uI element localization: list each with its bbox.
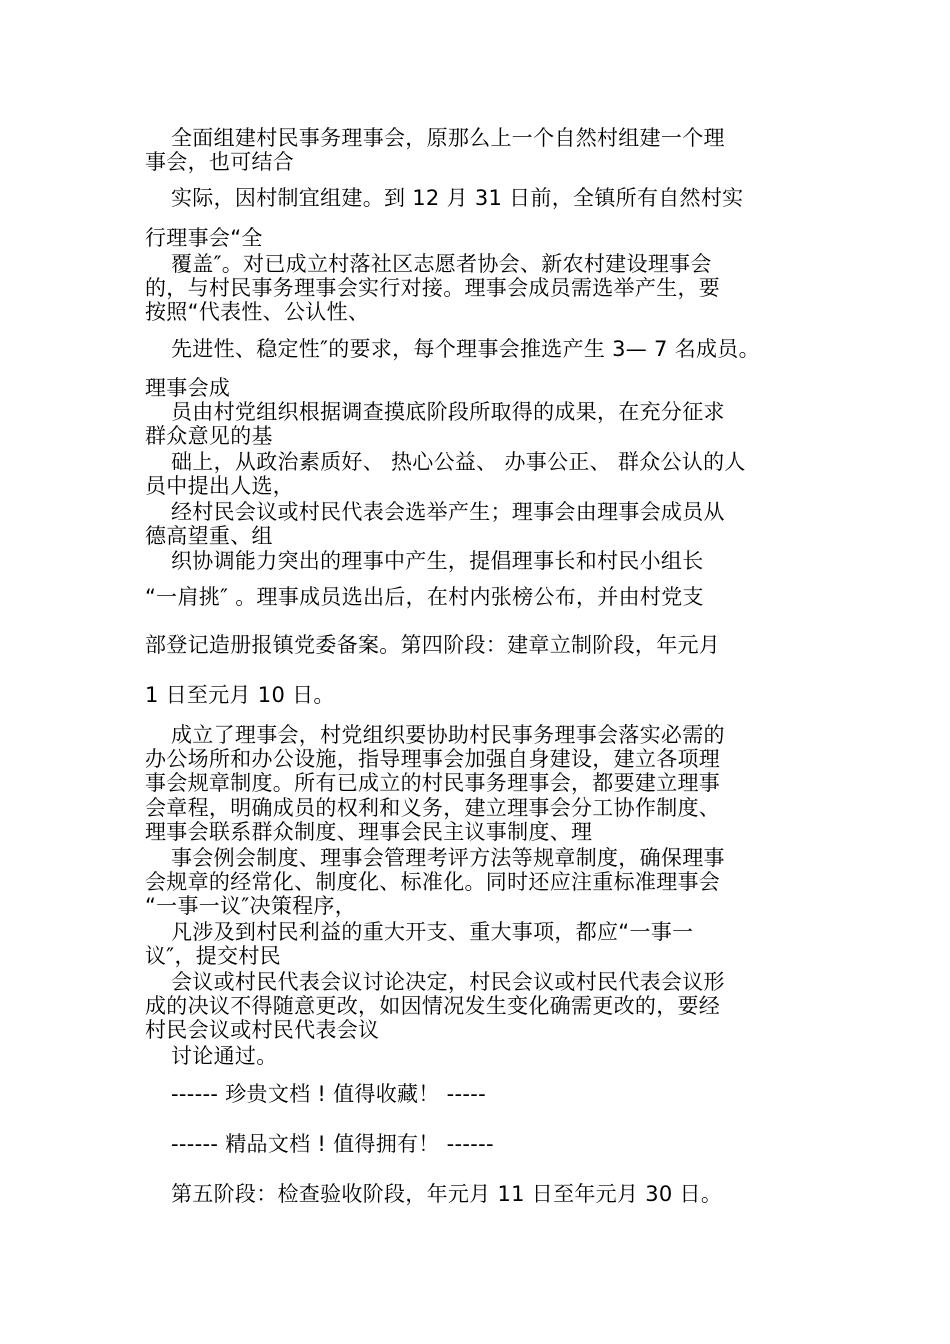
text-line: 按照“代表性、公认性、 <box>145 300 370 324</box>
text-line: 实际，因村制宜组建。到 12 月 31 日前，全镇所有自然村实 <box>171 186 744 210</box>
text-line: 全面组建村民事务理事会，原那么上一个自然村组建一个理 <box>171 126 725 150</box>
text-line: 会规章的经常化、制度化、标准化。同时还应注重标准理事会 <box>145 870 721 894</box>
text-line: 议″，提交村民 <box>145 944 281 968</box>
text-line: 部登记造册报镇党委备案。第四阶段：建章立制阶段，年元月 <box>145 633 721 657</box>
text-line: 行理事会“全 <box>145 226 263 250</box>
text-line: 第五阶段：检查验收阶段，年元月 11 日至年元月 30 日。 <box>171 1182 723 1206</box>
text-line: 成立了理事会，村党组织要协助村民事务理事会落实必需的 <box>171 723 725 747</box>
text-line: 员由村党组织根据调查摸底阶段所取得的成果，在充分征求 <box>171 400 725 424</box>
text-line: 先进性、稳定性″的要求，每个理事会推选产生 3— 7 名成员。 <box>171 337 760 361</box>
text-line: 经村民会议或村民代表会选举产生；理事会由理事会成员从 <box>171 500 725 524</box>
text-line: 村民会议或村民代表会议 <box>145 1018 380 1042</box>
text-line: ------ 珍贵文档 ! 值得收藏！ ----- <box>171 1082 486 1106</box>
text-line: 凡涉及到村民利益的重大开支、重大事项，都应“一事一 <box>171 920 694 944</box>
text-line: 讨论通过。 <box>171 1044 278 1068</box>
text-line: 覆盖″。对已成立村落社区志愿者协会、新农村建设理事会 <box>171 252 712 276</box>
text-line: 群众意见的基 <box>145 424 273 448</box>
text-line: 事会，也可结合 <box>145 150 295 174</box>
text-line: 1 日至元月 10 日。 <box>145 683 335 707</box>
text-line: “一事一议″决策程序， <box>145 894 357 918</box>
text-line: 事会规章制度。所有已成立的村民事务理事会，都要建立理事 <box>145 771 721 795</box>
text-line: 织协调能力突出的理事中产生，提倡理事长和村民小组长 <box>171 549 704 573</box>
text-line: 的，与村民事务理事会实行对接。理事会成员需选举产生，要 <box>145 276 721 300</box>
text-line: “一肩挑″ 。理事成员选出后，在村内张榜公布，并由村党支 <box>145 585 704 609</box>
text-line: 成的决议不得随意更改，如因情况发生变化确需更改的，要经 <box>145 994 721 1018</box>
text-line: 理事会联系群众制度、理事会民主议事制度、理 <box>145 820 593 844</box>
text-line: 事会例会制度、理事会管理考评方法等规章制度，确保理事 <box>171 846 725 870</box>
text-line: 会章程，明确成员的权利和义务，建立理事会分工协作制度、 <box>145 796 721 820</box>
text-line: 员中提出人选， <box>145 474 295 498</box>
text-line: 础上，从政治素质好、 热心公益、 办事公正、 群众公认的人 <box>171 450 746 474</box>
text-line: 会议或村民代表会议讨论决定，村民会议或村民代表会议形 <box>171 970 725 994</box>
text-line: ------ 精品文档 ! 值得拥有！ ------ <box>171 1132 494 1156</box>
text-line: 德高望重、组 <box>145 524 273 548</box>
text-line: 办公场所和办公设施，指导理事会加强自身建设，建立各项理 <box>145 747 721 771</box>
text-line: 理事会成 <box>145 376 231 400</box>
